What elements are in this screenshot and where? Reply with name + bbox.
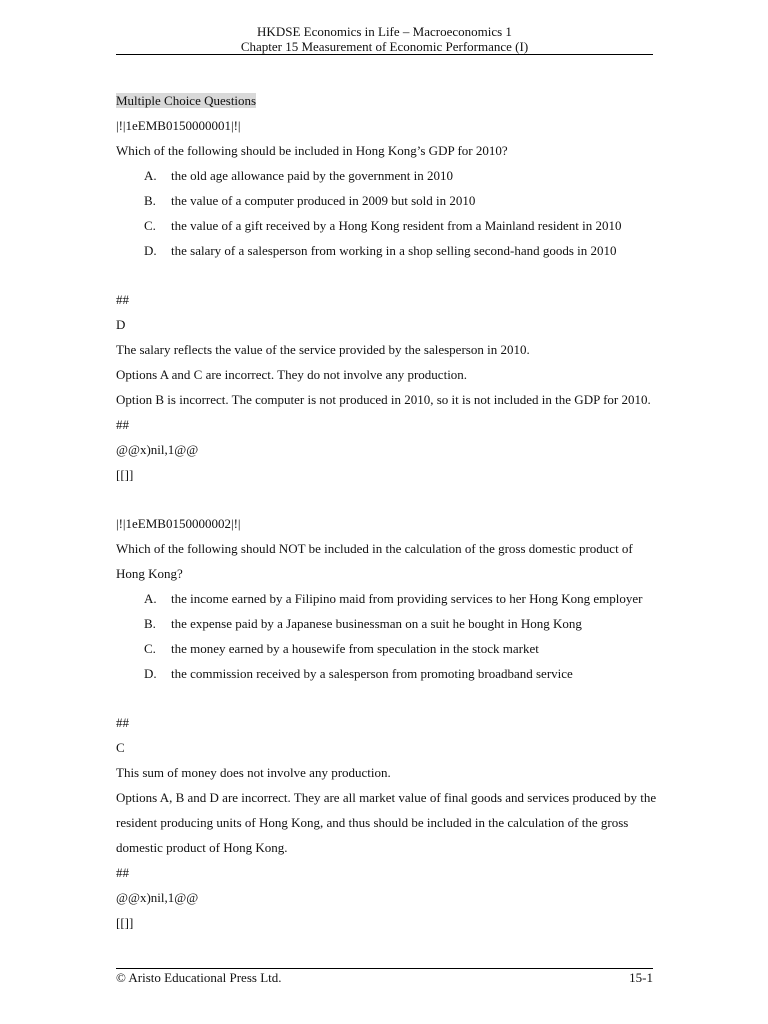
option-d: [116, 661, 656, 686]
page-header: [116, 24, 653, 54]
copyright: © Aristo Educational Press Ltd.: [116, 970, 282, 985]
option-letter: D.: [144, 243, 157, 258]
spacer: [116, 686, 656, 710]
option-letter: A.: [144, 591, 157, 606]
page-footer: [116, 970, 653, 985]
question-code: @@x)nil,1@@: [116, 442, 199, 457]
explanation-line: Options A, B and D are incorrect. They are all market value of final goods and services produced by the: [116, 790, 657, 805]
question-id: |!|1eEMB0150000002|!|: [116, 516, 241, 531]
option-text: the salary of a salesperson from working in a shop selling second-hand goods in 2010: [171, 243, 617, 258]
separator-marker: ##: [116, 292, 129, 307]
option-text: the old age allowance paid by the government in 2010: [171, 168, 453, 183]
option-b: [116, 188, 656, 213]
separator-marker: ##: [116, 715, 129, 730]
document-body: [116, 88, 656, 935]
option-text: the money earned by a housewife from speculation in the stock market: [171, 641, 539, 656]
header-rule: [116, 54, 653, 55]
option-letter: B.: [144, 616, 156, 631]
option-text: the value of a computer produced in 2009 but sold in 2010: [171, 193, 476, 208]
option-letter: A.: [144, 168, 157, 183]
question-stem: Which of the following should NOT be included in the calculation of the gross domestic product of: [116, 541, 633, 556]
explanation-line: This sum of money does not involve any production.: [116, 765, 391, 780]
option-letter: C.: [144, 641, 156, 656]
footer-rule: [116, 968, 653, 969]
question-block: [116, 511, 656, 935]
option-text: the value of a gift received by a Hong Kong resident from a Mainland resident in 2010: [171, 218, 622, 233]
separator-marker: ##: [116, 417, 129, 432]
separator-marker: ##: [116, 865, 129, 880]
explanation-line: domestic product of Hong Kong.: [116, 840, 288, 855]
option-letter: D.: [144, 666, 157, 681]
answer-key: C: [116, 740, 125, 755]
answer-key: D: [116, 317, 126, 332]
spacer: [116, 487, 656, 511]
question-code: @@x)nil,1@@: [116, 890, 199, 905]
question-block: [116, 113, 656, 487]
option-b: [116, 611, 656, 636]
question-stem: Which of the following should be included in Hong Kong’s GDP for 2010?: [116, 143, 508, 158]
option-text: the expense paid by a Japanese businessman on a suit he bought in Hong Kong: [171, 616, 582, 631]
header-chapter: Chapter 15 Measurement of Economic Performance (I): [240, 39, 529, 54]
question-stem: Hong Kong?: [116, 566, 183, 581]
option-a: [116, 163, 656, 188]
page-number: 15-1: [629, 970, 653, 985]
option-letter: B.: [144, 193, 156, 208]
explanation-line: The salary reflects the value of the service provided by the salesperson in 2010.: [116, 342, 530, 357]
spacer: [116, 263, 656, 287]
explanation-line: resident producing units of Hong Kong, and thus should be included in the calculation of the gross: [116, 815, 629, 830]
option-c: [116, 213, 656, 238]
option-c: [116, 636, 656, 661]
bracket-marker: [[]]: [116, 467, 134, 482]
option-letter: C.: [144, 218, 156, 233]
header-title: HKDSE Economics in Life – Macroeconomics 1: [257, 24, 512, 39]
option-text: the commission received by a salesperson from promoting broadband service: [171, 666, 573, 681]
question-id: |!|1eEMB0150000001|!|: [116, 118, 241, 133]
option-d: [116, 238, 656, 263]
explanation-line: Options A and C are incorrect. They do not involve any production.: [116, 367, 468, 382]
section-title: Multiple Choice Questions: [116, 93, 257, 108]
option-text: the income earned by a Filipino maid from providing services to her Hong Kong employer: [171, 591, 643, 606]
explanation-line: Option B is incorrect. The computer is not produced in 2010, so it is not included in the GDP for 2010.: [116, 392, 651, 407]
option-a: [116, 586, 656, 611]
bracket-marker: [[]]: [116, 915, 134, 930]
